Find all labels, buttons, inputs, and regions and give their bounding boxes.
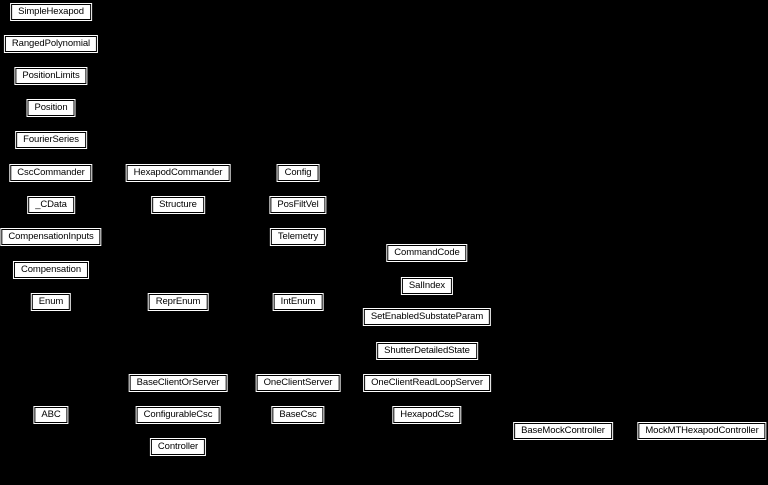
class-node-controller[interactable]: Controller [151,439,205,455]
class-node-configurablecsc[interactable]: ConfigurableCsc [137,407,220,423]
class-node-fourierseries[interactable]: FourierSeries [16,132,86,148]
class-node-simplehexapod[interactable]: SimpleHexapod [11,4,91,20]
class-node-csccommander[interactable]: CscCommander [10,165,91,181]
class-node-compensation[interactable]: Compensation [14,262,88,278]
class-node-enum[interactable]: Enum [32,294,70,310]
class-node-config[interactable]: Config [278,165,319,181]
class-node-baseclientorserver[interactable]: BaseClientOrServer [130,375,227,391]
class-node-setenabledsubstateparam[interactable]: SetEnabledSubstateParam [364,309,490,325]
class-node-structure[interactable]: Structure [152,197,204,213]
class-node-posfiltvel[interactable]: PosFiltVel [270,197,325,213]
class-node-positionlimits[interactable]: PositionLimits [15,68,86,84]
class-node-_cdata[interactable]: _CData [28,197,74,213]
class-node-abc[interactable]: ABC [34,407,67,423]
class-node-commandcode[interactable]: CommandCode [387,245,466,261]
class-node-hexapodcsc[interactable]: HexapodCsc [393,407,460,423]
class-node-basemockcontroller[interactable]: BaseMockController [514,423,612,439]
class-node-hexapodcommander[interactable]: HexapodCommander [127,165,230,181]
class-node-rangedpolynomial[interactable]: RangedPolynomial [5,36,97,52]
class-node-oneclientreadloopserver[interactable]: OneClientReadLoopServer [364,375,490,391]
class-node-basecsc[interactable]: BaseCsc [272,407,323,423]
class-node-telemetry[interactable]: Telemetry [271,229,325,245]
class-node-salindex[interactable]: SalIndex [402,278,452,294]
class-node-intenum[interactable]: IntEnum [274,294,323,310]
class-node-reprenum[interactable]: ReprEnum [149,294,208,310]
class-node-position[interactable]: Position [28,100,75,116]
class-node-oneclientserver[interactable]: OneClientServer [257,375,340,391]
class-node-compensationinputs[interactable]: CompensationInputs [1,229,100,245]
class-node-mockmthexapodcontroller[interactable]: MockMTHexapodController [638,423,765,439]
class-node-shutterdetailedstate[interactable]: ShutterDetailedState [377,343,477,359]
